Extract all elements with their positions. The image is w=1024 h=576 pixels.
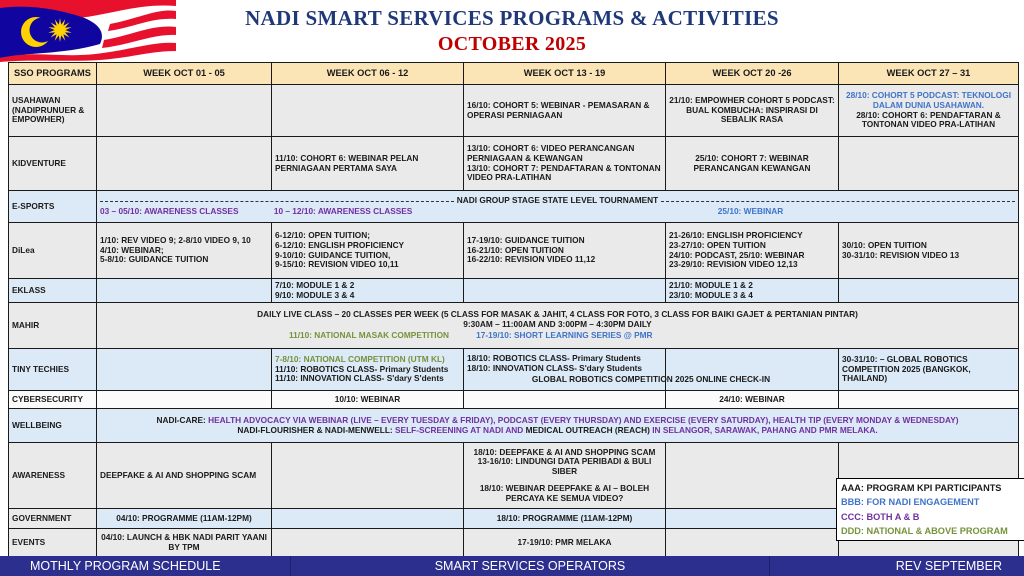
cell-government-week1: [97, 509, 272, 529]
schedule-item: 9:30AM – 11:00AM AND 3:00PM – 4:30PM DAILY: [463, 319, 652, 330]
schedule-item: 17-19/10: PMR MELAKA: [517, 536, 612, 547]
schedule-item: 13/10: COHORT 7: PENDAFTARAN & TONTONAN VIDEO PRA-LATIHAN: [467, 162, 661, 183]
dash-line: [661, 201, 1015, 202]
cell-tiny-techies-week2: [272, 349, 464, 391]
schedule-item: 30-31/10: – GLOBAL ROBOTICS COMPETITION 2025 (BANGKOK, THAILAND): [842, 353, 971, 384]
row-label-tiny-techies: TINY TECHIES: [9, 349, 97, 391]
cell-kidventure-week4: [666, 137, 839, 191]
cell-usahawan-week3: [464, 85, 666, 137]
schedule-item: 13-16/10: LINDUNGI DATA PERIBADI & BULI SIBER: [477, 456, 652, 477]
schedule-item: 24/10: WEBINAR: [719, 393, 785, 404]
schedule-item: 10 – 12/10: AWARENESS CLASSES: [273, 206, 413, 216]
cell-dilea-week1: [97, 223, 272, 279]
schedule-item: 9-10/10: GUIDANCE TUITION,: [275, 249, 391, 260]
cell-wellbeing-span: [97, 409, 1019, 443]
wellbeing-line-2: [100, 426, 1015, 436]
schedule-item: 21-26/10: ENGLISH PROFICIENCY: [669, 229, 803, 240]
schedule-item: DEEPFAKE & AI AND SHOPPING SCAM: [100, 469, 257, 480]
cell-tiny-techies-week3-4: [464, 349, 839, 391]
col-header-week5: WEEK OCT 27 – 31: [839, 63, 1019, 85]
cell-kidventure-week2: [272, 137, 464, 191]
cell-cybersecurity-week3: [464, 391, 666, 409]
cell-usahawan-week1: [97, 85, 272, 137]
schedule-item: 5-8/10: GUIDANCE TUITION: [100, 254, 209, 265]
schedule-item: IN SELANGOR, SARAWAK, PAHANG AND PMR MELAKA.: [652, 424, 878, 435]
row-wellbeing: [9, 409, 1019, 443]
schedule-item: 18/10: PROGRAMME (11AM-12PM): [496, 512, 633, 523]
schedule-item: NADI-CARE:: [156, 414, 206, 425]
schedule-item: 21/10: MODULE 1 & 2: [669, 279, 753, 290]
schedule-item: 18/10: INNOVATION CLASS- S'dary Students: [467, 363, 643, 374]
schedule-item: DAILY LIVE CLASS – 20 CLASSES PER WEEK (5 CLASS FOR MASAK & JAHIT, 4 CLASS FOR FOTO, 3 CLASS FOR BAIKI GAJET & PERTANIAN PINTAR): [257, 309, 858, 320]
row-mahir: [9, 303, 1019, 349]
page-subtitle-month: OCTOBER 2025: [437, 33, 587, 55]
row-label-usahawan: USAHAWAN (NADIPRUNUER & EMPOWHER): [9, 85, 97, 137]
schedule-item: 25/10: COHORT 7: WEBINAR PERANCANGAN KEWANGAN: [693, 152, 811, 173]
schedule-item: 11/10: NATIONAL MASAK COMPETITION: [288, 329, 450, 340]
tournament-label: NADI GROUP STAGE STATE LEVEL TOURNAMENT: [456, 195, 659, 206]
legend-item-aaa: AAA: PROGRAM KPI PARTICIPANTS: [841, 483, 1002, 493]
schedule-item: GLOBAL ROBOTICS COMPETITION 2025 ONLINE CHECK-IN: [531, 373, 771, 384]
cell-cybersecurity-week4: [666, 391, 839, 409]
cell-dilea-week5: [839, 223, 1019, 279]
row-label-cybersecurity: CYBERSECURITY: [9, 391, 97, 409]
row-tiny-techies: [9, 349, 1019, 391]
cell-awareness-week1: [97, 443, 272, 509]
cell-government-week4: [666, 509, 839, 529]
row-label-eklass: EKLASS: [9, 279, 97, 303]
cell-eklass-week2: [272, 279, 464, 303]
schedule-item: 28/10: COHORT 6: PENDAFTARAN & TONTONAN VIDEO PRA-LATIHAN: [856, 109, 1001, 130]
cell-government-week3: [464, 509, 666, 529]
row-label-mahir: MAHIR: [9, 303, 97, 349]
cell-usahawan-week5: [839, 85, 1019, 137]
schedule-item: 6-12/10: ENGLISH PROFICIENCY: [275, 239, 405, 250]
schedule-item: 18/10: DEEPFAKE & AI AND SHOPPING SCAM: [473, 446, 656, 457]
tiny-techies-week3-items: [467, 354, 665, 374]
cell-usahawan-week2: [272, 85, 464, 137]
cell-eklass-week5: [839, 279, 1019, 303]
schedule-item: 04/10: PROGRAMME (11AM-12PM): [116, 512, 252, 523]
cell-events-week3: [464, 529, 666, 557]
cell-kidventure-week3: [464, 137, 666, 191]
col-header-week4: WEEK OCT 20 -26: [666, 63, 839, 85]
schedule-item: 13/10: COHORT 6: VIDEO PERANCANGAN PERNIAGAAN & KEWANGAN: [467, 142, 635, 163]
schedule-item: 30-31/10: REVISION VIDEO 13: [842, 249, 960, 260]
schedule-item: 16-22/10: REVISION VIDEO 11,12: [467, 254, 596, 265]
cell-awareness-week2: [272, 443, 464, 509]
cell-mahir-span: [97, 303, 1019, 349]
page-title: NADI SMART SERVICES PROGRAMS & ACTIVITIES: [245, 6, 779, 30]
schedule-item: 23-27/10: OPEN TUITION: [669, 239, 766, 250]
schedule-item: 28/10: COHORT 5 PODCAST: TEKNOLOGI DALAM DUNIA USAHAWAN.: [845, 89, 1012, 110]
cell-tiny-techies-week5: [839, 349, 1019, 391]
schedule-item: 18/10: WEBINAR DEEPFAKE & AI – BOLEH PERCAYA KE SEMUA VIDEO?: [479, 482, 650, 503]
row-label-events: EVENTS: [9, 529, 97, 557]
cell-esports-span: [97, 191, 1019, 223]
cell-events-week4: [666, 529, 839, 557]
row-label-kidventure: KIDVENTURE: [9, 137, 97, 191]
schedule-item: 10/10: WEBINAR: [334, 393, 401, 404]
cell-dilea-week2: [272, 223, 464, 279]
schedule-item: 18/10: ROBOTICS CLASS- Primary Students: [467, 353, 641, 364]
col-header-week1: WEEK OCT 01 - 05: [97, 63, 272, 85]
row-label-government: GOVERNMENT: [9, 509, 97, 529]
cell-tiny-techies-week1: [97, 349, 272, 391]
table-header-row: [9, 63, 1019, 85]
cell-events-week2: [272, 529, 464, 557]
col-header-week3: WEEK OCT 13 - 19: [464, 63, 666, 85]
row-label-dilea: DiLea: [9, 223, 97, 279]
cell-eklass-week4: [666, 279, 839, 303]
footer-operators-label: SMART SERVICES OPERATORS: [290, 556, 770, 576]
cell-kidventure-week1: [97, 137, 272, 191]
schedule-item: SELF-SCREENING AT NADI AND: [395, 424, 524, 435]
schedule-item: 9/10: MODULE 3 & 4: [275, 289, 355, 300]
row-cybersecurity: [9, 391, 1019, 409]
row-usahawan: [9, 85, 1019, 137]
schedule-item: HEALTH ADVOCACY VIA WEBINAR (LIVE – EVERY TUESDAY & FRIDAY), PODCAST (EVERY THURSDAY) AND EXERCISE (EVERY SATURDAY), HEALTH TIP (EVERY MONDAY & WEDNESDAY): [208, 414, 959, 425]
cell-cybersecurity-week2: [272, 391, 464, 409]
schedule-item: 30/10: OPEN TUITION: [842, 239, 927, 250]
schedule-item: 23/10: MODULE 3 & 4: [669, 289, 753, 300]
schedule-item: 25/10: WEBINAR: [717, 206, 784, 216]
row-label-wellbeing: WELLBEING: [9, 409, 97, 443]
footer-schedule-label: MOTHLY PROGRAM SCHEDULE: [30, 559, 221, 573]
cell-cybersecurity-week5: [839, 391, 1019, 409]
schedule-item: 7/10: MODULE 1 & 2: [275, 279, 355, 290]
legend-item-ddd: DDD: NATIONAL & ABOVE PROGRAM: [841, 525, 1008, 536]
schedule-item: 04/10: LAUNCH & HBK NADI PARIT YAANI BY TPM: [101, 531, 267, 552]
footer-revision-label: REV SEPTEMBER: [895, 559, 1002, 573]
schedule-item: 1/10: REV VIDEO 9; 2-8/10 VIDEO 9, 10: [100, 234, 251, 245]
row-esports: [9, 191, 1019, 223]
schedule-item: 16-21/10: OPEN TUITION: [467, 244, 564, 255]
schedule-item: 9-15/10: REVISION VIDEO 10,11: [275, 259, 399, 270]
row-kidventure: [9, 137, 1019, 191]
schedule-item: 16/10: COHORT 5: WEBINAR - PEMASARAN & OPERASI PERNIAGAAN: [467, 99, 650, 120]
cell-cybersecurity-week1: [97, 391, 272, 409]
esports-week-items: [100, 207, 1015, 217]
schedule-item: 23-29/10: REVISION VIDEO 12,13: [669, 259, 798, 270]
cell-dilea-week4: [666, 223, 839, 279]
col-header-week2: WEEK OCT 06 - 12: [272, 63, 464, 85]
cell-government-week2: [272, 509, 464, 529]
col-header-sso-programs: SSO PROGRAMS: [9, 63, 97, 85]
esports-tournament-banner: [100, 196, 1015, 206]
cell-dilea-week3: [464, 223, 666, 279]
schedule-item: 4/10: WEBINAR;: [100, 244, 164, 255]
page-header: [0, 4, 1024, 56]
mahir-week-items: [100, 331, 1015, 341]
cell-usahawan-week4: [666, 85, 839, 137]
schedule-item: 11/10: COHORT 6: WEBINAR PELAN PERNIAGAAN PERTAMA SAYA: [275, 152, 419, 173]
schedule-item: 24/10: PODCAST, 25/10: WEBINAR: [669, 249, 805, 260]
schedule-item: 11/10: ROBOTICS CLASS- Primary Students: [275, 363, 449, 374]
cell-events-week1: [97, 529, 272, 557]
cell-kidventure-week5: [839, 137, 1019, 191]
dash-line: [100, 201, 454, 202]
row-label-esports: E-SPORTS: [9, 191, 97, 223]
legend-item-ccc: CCC: BOTH A & B: [841, 511, 920, 522]
cell-eklass-week3: [464, 279, 666, 303]
footer-bar: [0, 556, 1024, 576]
legend-item-bbb: BBB: FOR NADI ENGAGEMENT: [841, 497, 980, 508]
schedule-item: 11/10: INNOVATION CLASS- S'dary S'dents: [275, 373, 444, 384]
schedule-item: MEDICAL OUTREACH (REACH): [525, 424, 650, 435]
schedule-item: 6-12/10: OPEN TUITION;: [275, 229, 370, 240]
row-eklass: [9, 279, 1019, 303]
row-dilea: [9, 223, 1019, 279]
schedule-item: 17-19/10: SHORT LEARNING SERIES @ PMR: [476, 329, 653, 340]
cell-awareness-week3: [464, 443, 666, 509]
cell-eklass-week1: [97, 279, 272, 303]
kpi-legend-box: [836, 478, 1024, 541]
schedule-item: 7-8/10: NATIONAL COMPETITION (UTM KL): [275, 353, 445, 364]
schedule-item: 17-19/10: GUIDANCE TUITION: [467, 234, 585, 245]
cell-awareness-week4: [666, 443, 839, 509]
schedule-item: 21/10: EMPOWHER COHORT 5 PODCAST: BUAL KOMBUCHA: INSPIRASI DI SEBALIK RASA: [669, 94, 835, 125]
row-label-awareness: AWARENESS: [9, 443, 97, 509]
schedule-item: NADI-FLOURISHER & NADI-MENWELL:: [237, 424, 393, 435]
schedule-item: 03 – 05/10: AWARENESS CLASSES: [100, 206, 239, 216]
